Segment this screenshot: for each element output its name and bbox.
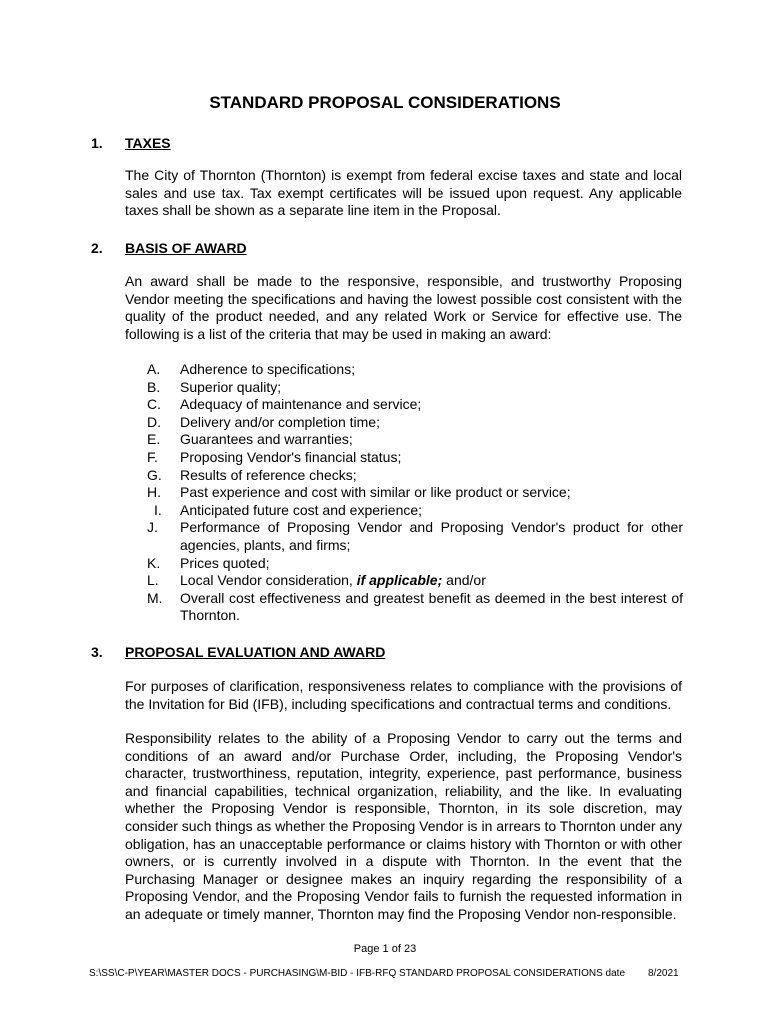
list-item	[125, 590, 683, 625]
list-item	[125, 555, 683, 573]
list-item-text-before: Local Vendor consideration,	[180, 572, 357, 589]
page-number: Page 1 of 23	[353, 943, 417, 955]
award-criteria-list	[125, 361, 683, 625]
list-item	[125, 572, 683, 590]
taxes-paragraph: The City of Thornton (Thornton) is exempt from federal excise taxes and state and local sales and use tax. Tax exempt certificates will be issued upon request. Any applicable taxes shall be shown as a separate line item in the Proposal.	[125, 167, 682, 219]
list-item	[125, 431, 683, 449]
list-item-label: G.	[147, 466, 162, 483]
list-item-label: B.	[147, 378, 161, 395]
list-item-label: J.	[147, 519, 158, 536]
list-item	[125, 379, 683, 397]
list-item	[125, 484, 683, 502]
responsibility-paragraph: Responsibility relates to the ability of a Proposing Vendor to carry out the terms and conditions of an award and/or Purchase Order, including, the Proposing Vendor's character, trustworthiness, reputation, integrity, experience, past performance, business and financial capabilities, technical organization, reliability, and the like. In evaluating whether the Proposing Vendor is responsible, Thornton, in its sole discretion, may consider such things as whether the Proposing Vendor is in arrears to Thornton under any obligation, has an unacceptable performance or claims history with Thornton or with other owners, or is currently involved in a dispute with Thornton. In the event that the Purchasing Manager or designee makes an inquiry regarding the responsibility of a Proposing Vendor, and the Proposing Vendor fails to furnish the requested information in an adequate or timely manner, Thornton may find the Proposing Vendor non-responsible.	[125, 730, 682, 922]
list-item-text: Past experience and cost with similar or like product or service;	[180, 484, 571, 501]
section-heading-taxes: TAXES	[125, 135, 171, 151]
list-item-label: D.	[147, 413, 161, 430]
list-item-label: F.	[147, 448, 158, 465]
list-item-text: Superior quality;	[180, 378, 282, 395]
list-item-label: K.	[147, 554, 161, 571]
list-item	[125, 361, 683, 379]
list-item-text: Anticipated future cost and experience;	[180, 501, 423, 518]
list-item-label: I.	[154, 501, 162, 518]
section-number-3: 3.	[91, 644, 103, 660]
list-item-text: Results of reference checks;	[180, 466, 357, 483]
section-heading-proposal-evaluation: PROPOSAL EVALUATION AND AWARD	[125, 644, 386, 660]
list-item-label: E.	[147, 431, 161, 448]
list-item-text	[180, 572, 683, 590]
list-item	[125, 502, 683, 520]
page-title: STANDARD PROPOSAL CONSIDERATIONS	[209, 93, 561, 112]
list-item-label: L.	[147, 572, 159, 589]
list-item-text-after: and/or	[442, 572, 486, 589]
list-item-text: Performance of Proposing Vendor and Proposing Vendor's product for other agencies, plants, and firms;	[180, 519, 683, 553]
responsiveness-paragraph: For purposes of clarification, responsiveness relates to compliance with the provisions of the Invitation for Bid (IFB), including specifications and contractual terms and conditions.	[125, 678, 682, 712]
section-number-2: 2.	[91, 240, 103, 256]
list-item	[125, 396, 683, 414]
list-item	[125, 519, 683, 554]
list-item-label: M.	[147, 589, 163, 606]
list-item	[125, 449, 683, 467]
list-item-text: Adherence to specifications;	[180, 361, 356, 377]
list-item-label: C.	[147, 396, 161, 413]
list-item-label: H.	[147, 484, 161, 501]
list-item-label: A.	[147, 361, 161, 377]
basis-of-award-paragraph: An award shall be made to the responsive, responsible, and trustworthy Proposing Vendor meeting the specifications and having the lowest possible cost consistent with the quality of the product needed, and any related Work or Service for effective use. The following is a list of the criteria that may be used in making an award:	[125, 273, 682, 342]
footer-path: S:\SS\C-P\YEAR\MASTER DOCS - PURCHASING\M-BID - IFB-RFQ STANDARD PROPOSAL CONSIDERATIONS date	[89, 968, 626, 979]
list-item-text: Adequacy of maintenance and service;	[180, 396, 422, 413]
list-item-text: Guarantees and warranties;	[180, 431, 353, 448]
list-item-text: Prices quoted;	[180, 554, 270, 571]
list-item-text: Overall cost effectiveness and greatest benefit as deemed in the best interest of Thornton.	[180, 589, 683, 624]
section-heading-basis-of-award: BASIS OF AWARD	[125, 240, 247, 256]
list-item-text: Proposing Vendor's financial status;	[180, 448, 402, 465]
list-item	[125, 414, 683, 432]
list-item-emphasis: if applicable;	[356, 572, 443, 589]
list-item-text: Delivery and/or completion time;	[180, 413, 380, 430]
list-item	[125, 467, 683, 485]
footer-date: 8/2021	[648, 968, 679, 979]
section-number-1: 1.	[91, 135, 103, 151]
